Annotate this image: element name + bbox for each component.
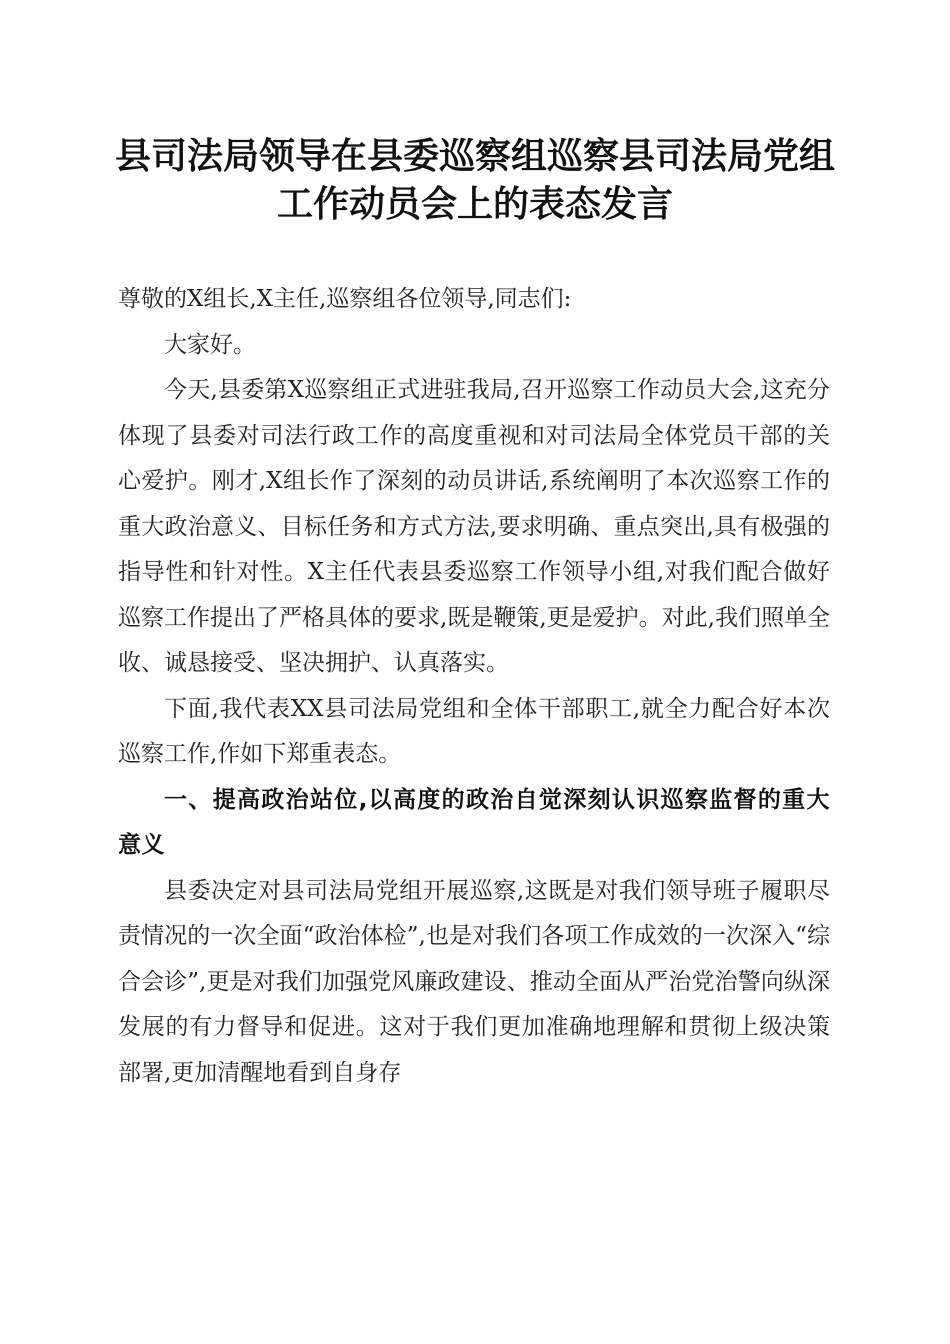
- salutation: 尊敬的X组长,X主任,巡察组各位领导,同志们:: [118, 286, 572, 312]
- document-body: [118, 277, 830, 1096]
- title-line-1: 县司法局领导在县委巡察组巡察县司法局党组: [114, 135, 835, 177]
- document-title: [100, 132, 850, 228]
- greeting: 大家好。: [164, 331, 256, 358]
- paragraph-3: 县委决定对县司法局党组开展巡察,这既是对我们领导班子履职尽责情况的一次全面“政治体检”,也是对我们各项工作成效的一次深入“综合会诊”,更是对我们加强党风廉政建设、推动全面从严治党治警向纵深发展的有力督导和促进。这对于我们更加准确地理解和贯彻上级决策部署,更加清醒地看到自身存: [118, 877, 830, 1086]
- section-1-heading: 一、提高政治站位,以高度的政治自觉深刻认识巡察监督的重大意义: [118, 786, 830, 858]
- paragraph-1: 今天,县委第X巡察组正式进驻我局,召开巡察工作动员大会,这充分体现了县委对司法行政工作的高度重视和对司法局全体党员干部的关心爱护。刚才,X组长作了深刻的动员讲话,系统阐明了本次巡察工作的重大政治意义、目标任务和方式方法,要求明确、重点突出,具有极强的指导性和针对性。X主任代表县委巡察工作领导小组,对我们配合做好巡察工作提出了严格具体的要求,既是鞭策,更是爱护。对此,我们照单全收、诚恳接受、坚决拥护、认真落实。: [118, 377, 830, 676]
- title-line-2: 工作动员会上的表态发言: [276, 183, 673, 225]
- paragraph-2: 下面,我代表XX县司法局党组和全体干部职工,就全力配合好本次巡察工作,作如下郑重表态。: [118, 695, 830, 767]
